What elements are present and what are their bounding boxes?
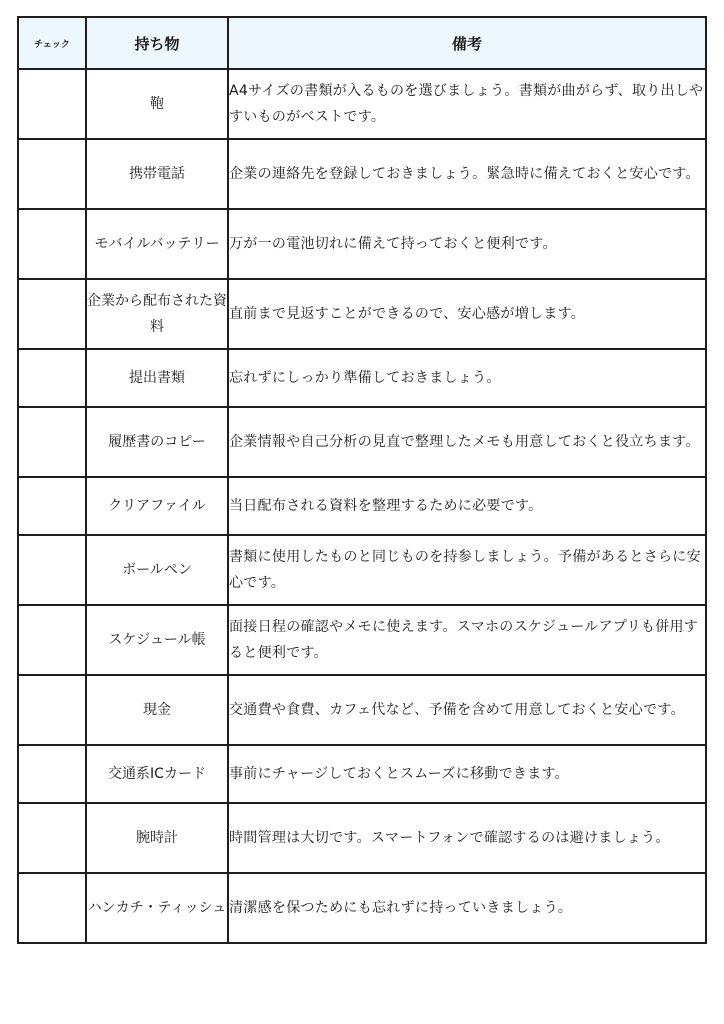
check-cell[interactable] (18, 803, 86, 873)
item-cell: クリアファイル (86, 477, 228, 535)
table-header-row (18, 17, 706, 69)
item-cell: ボールペン (86, 535, 228, 605)
check-cell[interactable] (18, 675, 86, 745)
table-row (18, 69, 706, 139)
item-cell: 鞄 (86, 69, 228, 139)
note-cell: 事前にチャージしておくとスムーズに移動できます。 (228, 745, 706, 803)
table-row (18, 349, 706, 407)
check-cell[interactable] (18, 873, 86, 943)
table-row (18, 477, 706, 535)
belongings-checklist-table (17, 16, 707, 944)
table-row (18, 279, 706, 349)
note-cell: 忘れずにしっかり準備しておきましょう。 (228, 349, 706, 407)
note-cell: 企業情報や自己分析の見直で整理したメモも用意しておくと役立ちます。 (228, 407, 706, 477)
item-cell: 腕時計 (86, 803, 228, 873)
check-cell[interactable] (18, 69, 86, 139)
check-cell[interactable] (18, 477, 86, 535)
note-cell: 万が一の電池切れに備えて持っておくと便利です。 (228, 209, 706, 279)
table-row (18, 873, 706, 943)
note-cell: 直前まで見返すことができるので、安心感が増します。 (228, 279, 706, 349)
table-row (18, 209, 706, 279)
note-cell: 書類に使用したものと同じものを持参しましょう。予備があるとさらに安心です。 (228, 535, 706, 605)
check-cell[interactable] (18, 407, 86, 477)
header-item: 持ち物 (86, 17, 228, 69)
note-cell: 当日配布される資料を整理するために必要です。 (228, 477, 706, 535)
note-cell: 面接日程の確認やメモに使えます。スマホのスケジュールアプリも併用すると便利です。 (228, 605, 706, 675)
check-cell[interactable] (18, 605, 86, 675)
item-cell: モバイルバッテリー (86, 209, 228, 279)
table-row (18, 605, 706, 675)
table-row (18, 407, 706, 477)
check-cell[interactable] (18, 745, 86, 803)
item-cell: 現金 (86, 675, 228, 745)
item-cell: 履歴書のコピー (86, 407, 228, 477)
header-note: 備考 (228, 17, 706, 69)
table-row (18, 535, 706, 605)
note-cell: 交通費や食費、カフェ代など、予備を含めて用意しておくと安心です。 (228, 675, 706, 745)
header-check: チェック (18, 17, 86, 69)
note-cell: 企業の連絡先を登録しておきましょう。緊急時に備えておくと安心です。 (228, 139, 706, 209)
table-body (18, 69, 706, 943)
check-cell[interactable] (18, 209, 86, 279)
table-row (18, 803, 706, 873)
item-cell: 携帯電話 (86, 139, 228, 209)
table-row (18, 745, 706, 803)
note-cell: A4サイズの書類が入るものを選びましょう。書類が曲がらず、取り出しやすいものがベストです。 (228, 69, 706, 139)
item-cell: 提出書類 (86, 349, 228, 407)
item-cell: 企業から配布された資料 (86, 279, 228, 349)
item-cell: 交通系ICカード (86, 745, 228, 803)
note-cell: 清潔感を保つためにも忘れずに持っていきましょう。 (228, 873, 706, 943)
item-cell: スケジュール帳 (86, 605, 228, 675)
check-cell[interactable] (18, 279, 86, 349)
table-row (18, 675, 706, 745)
note-cell: 時間管理は大切です。スマートフォンで確認するのは避けましょう。 (228, 803, 706, 873)
item-cell: ハンカチ・ティッシュ (86, 873, 228, 943)
check-cell[interactable] (18, 535, 86, 605)
check-cell[interactable] (18, 349, 86, 407)
table-row (18, 139, 706, 209)
check-cell[interactable] (18, 139, 86, 209)
